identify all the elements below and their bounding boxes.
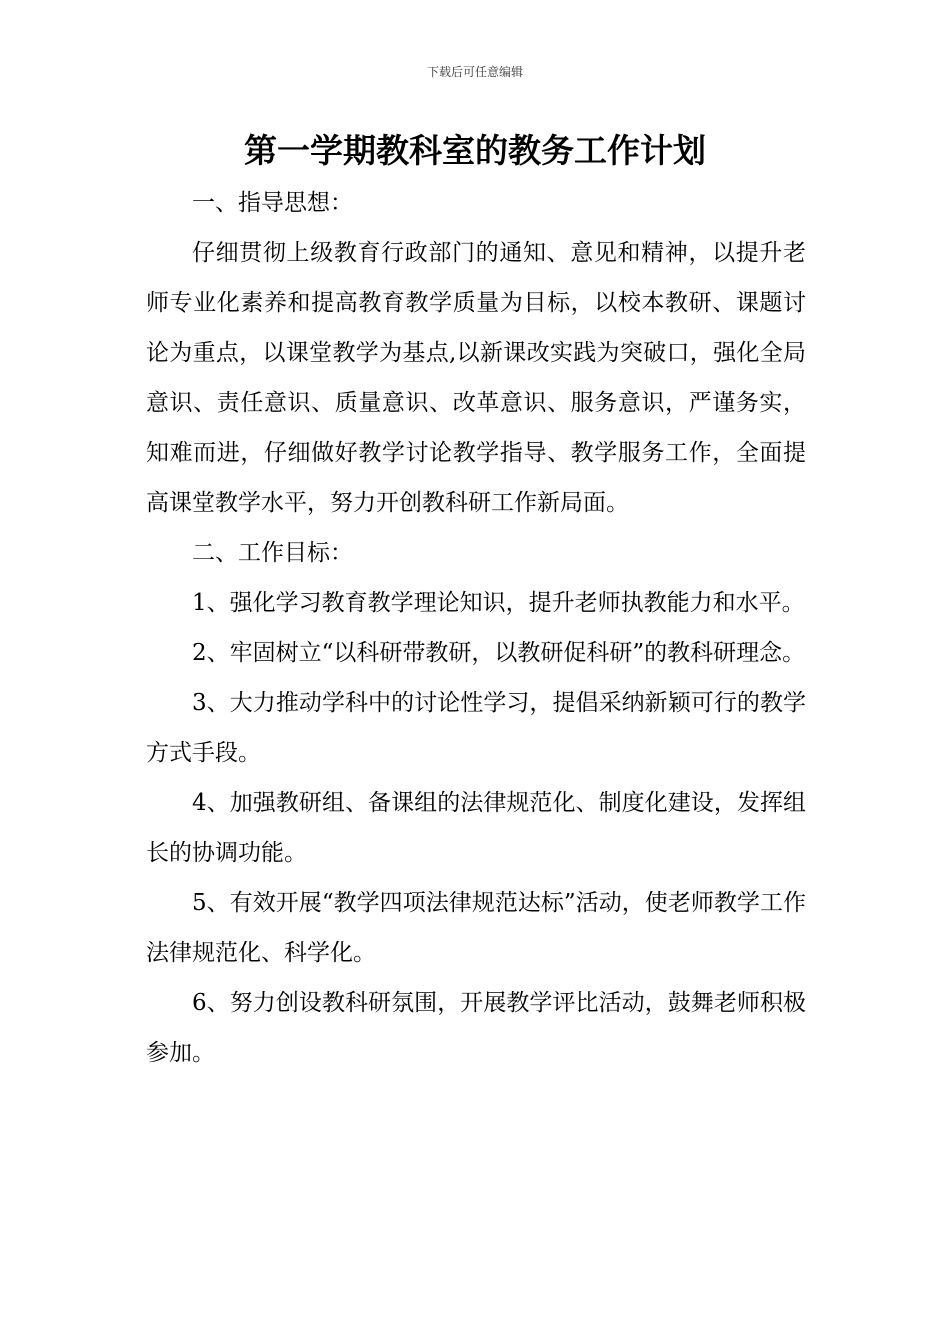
document-body [146,178,806,1078]
goal-item-2: 2、牢固树立“以科研带教研，以教研促科研”的教科研理念。 [192,640,806,666]
goal-item-5: 5、有效开展“教学四项法律规范达标”活动，使老师教学工作法律规范化、科学化。 [146,890,806,966]
paragraph-guiding-ideology: 仔细贯彻上级教育行政部门的通知、意见和精神，以提升老师专业化素养和提高教育教学质量为目标，以校本教研、课题讨论为重点，以课堂教学为基点,以新课改实践为突破口，强化全局意识、责任意识、质量意识、改革意识、服务意识，严谨务实，知难而进，仔细做好教学讨论教学指导、教学服务工作，全面提高课堂教学水平，努力开创教科研工作新局面。 [146,240,806,516]
goal-item-3: 3、大力推动学科中的讨论性学习，提倡采纳新颖可行的教学方式手段。 [146,690,806,766]
goal-item-4: 4、加强教研组、备课组的法律规范化、制度化建设，发挥组长的协调功能。 [146,790,806,866]
goal-item-6: 6、努力创设教科研氛围，开展教学评比活动，鼓舞老师积极参加。 [146,990,806,1066]
goal-item-1: 1、强化学习教育教学理论知识，提升老师执教能力和水平。 [192,590,805,616]
document-title: 第一学期教科室的教务工作计划 [244,131,706,170]
section-heading-work-goals: 二、工作目标： [192,540,353,566]
page-header-note: 下载后可任意编辑 [426,65,523,79]
section-heading-guiding-ideology: 一、指导思想： [192,190,353,216]
